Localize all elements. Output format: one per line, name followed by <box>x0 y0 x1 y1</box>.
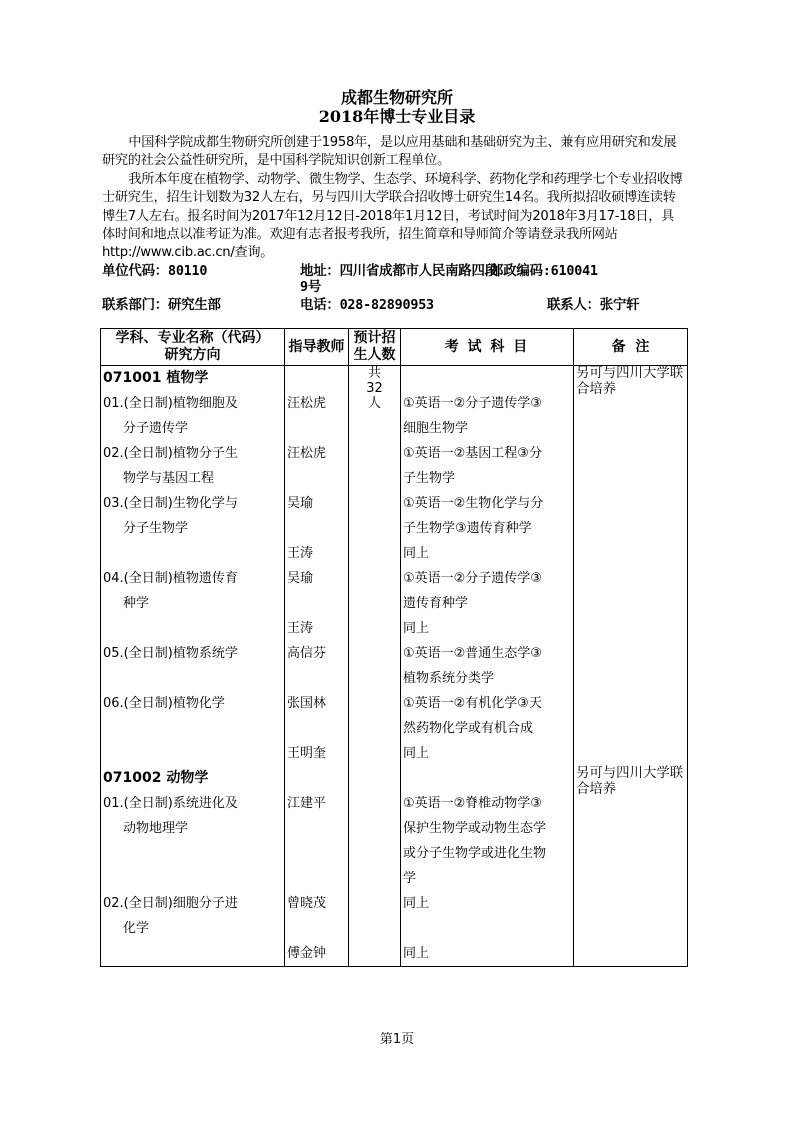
exam-subjects: 或分子生物学或进化生物 <box>403 846 547 861</box>
exam-subjects: 学 <box>403 871 417 886</box>
research-direction: 分子遗传学 <box>123 421 189 436</box>
major-block <box>101 366 688 767</box>
header-quota-line2: 生人数 <box>353 347 396 363</box>
exam-subjects <box>403 916 571 941</box>
intro-paragraph-2: 我所本年度在植物学、动物学、微生物学、生态学、环境科学、药物化学和药理学七个专业招收博士研究生，招生计划数为32人左右，另与四川大学联合招收博士研究生14名。我所拟招收硕博连读转博生7人左右。报名时间为2017年12月12日-2018年1月12日，考试时间为2018年3月17-18日，具体时间和地点以准考证为准。欢迎有志者报考我所，招生简章和导师简介等请登录我所网站http://www.cib.ac.cn/查询。 <box>102 171 683 261</box>
research-direction: 分子生物学 <box>123 521 189 536</box>
exam-subjects: 同上 <box>403 946 430 961</box>
exam-subjects: 然药物化学或有机合成 <box>403 721 534 736</box>
intro-paragraph-1: 中国科学院成都生物研究所创建于1958年，是以应用基础和基础研究为主、兼有应用研究和发展研究的社会公益性研究所，是中国科学院知识创新工程单位。 <box>102 135 677 169</box>
exam-subjects: 子生物学③遗传育种学 <box>403 521 532 536</box>
advisor-name: 曾晓茂 <box>287 896 327 911</box>
major-code-name: 071002 动物学 <box>103 770 209 786</box>
exam-cell <box>401 366 574 767</box>
institute-title: 成都生物研究所 <box>340 88 453 107</box>
header-advisor: 指导教师 <box>285 329 349 366</box>
exam-subjects: 子生物学 <box>403 471 456 486</box>
exam-subjects: 植物系统分类学 <box>403 671 495 686</box>
address-line-1: 地址：四川省成都市人民南路四段 <box>300 264 498 279</box>
exam-subjects: 同上 <box>403 546 430 561</box>
research-direction: 动物地理学 <box>123 821 189 836</box>
research-direction: 06.(全日制)植物化学 <box>103 696 225 711</box>
exam-subjects: 同上 <box>403 896 430 911</box>
advisor-name: 傅金钟 <box>287 946 327 961</box>
research-direction: 05.(全日制)植物系统学 <box>103 646 238 661</box>
remark-text: 另可与四川大学联合培养 <box>576 766 684 797</box>
spacer <box>287 766 346 791</box>
unit-code: 单位代码：80110 <box>102 264 208 279</box>
advisor-name: 张国林 <box>287 696 327 711</box>
address-line-2: 9号 <box>300 280 322 295</box>
advisor-name <box>287 716 346 741</box>
quota-line: 32 <box>366 381 383 396</box>
header-major-line1: 学科、专业名称（代码） <box>115 330 270 346</box>
exam-subjects: ①英语一②分子遗传学③ <box>403 396 542 411</box>
advisor-name: 王涛 <box>287 546 314 561</box>
header-exam: 考 试 科 目 <box>401 329 574 366</box>
quota-cell <box>349 766 401 967</box>
research-direction: 01.(全日制)系统进化及 <box>103 796 238 811</box>
spacer <box>287 366 346 391</box>
header-major-line2: 研究方向 <box>164 347 221 363</box>
quota-line: 人 <box>367 396 381 411</box>
advisor-cell <box>285 766 349 967</box>
research-direction: 02.(全日制)细胞分子进 <box>103 896 238 911</box>
advisor-name: 王涛 <box>287 621 314 636</box>
major-catalog-table <box>100 328 688 967</box>
exam-subjects: 遗传育种学 <box>403 596 469 611</box>
direction-cell <box>101 366 285 767</box>
exam-subjects: ①英语一②有机化学③天 <box>403 696 542 711</box>
advisor-name: 吴瑜 <box>287 496 314 511</box>
research-direction: 化学 <box>123 921 150 936</box>
header-major <box>101 329 285 366</box>
research-direction <box>103 941 282 966</box>
remark-text: 另可与四川大学联合培养 <box>576 366 684 397</box>
advisor-name <box>287 591 346 616</box>
page-number: 第1页 <box>379 1032 415 1047</box>
research-direction <box>103 616 282 641</box>
advisor-name <box>287 416 346 441</box>
quota-cell <box>349 366 401 767</box>
exam-subjects: 同上 <box>403 621 430 636</box>
advisor-name <box>287 816 346 841</box>
phone: 电话：028-82890953 <box>300 298 434 313</box>
research-direction <box>103 841 282 866</box>
table-header-row <box>101 329 688 366</box>
exam-subjects: ①英语一②分子遗传学③ <box>403 571 542 586</box>
quota-line: 共 <box>367 366 381 381</box>
research-direction <box>103 716 282 741</box>
remark-cell <box>574 366 688 767</box>
research-direction <box>103 541 282 566</box>
exam-subjects: ①英语一②普通生态学③ <box>403 646 542 661</box>
advisor-name <box>287 916 346 941</box>
advisor-name: 吴瑜 <box>287 571 314 586</box>
contact-department: 联系部门：研究生部 <box>102 298 221 313</box>
advisor-name: 汪松虎 <box>287 396 327 411</box>
research-direction: 物学与基因工程 <box>123 471 215 486</box>
advisor-name: 高信芬 <box>287 646 327 661</box>
research-direction: 03.(全日制)生物化学与 <box>103 496 238 511</box>
research-direction: 01.(全日制)植物细胞及 <box>103 396 238 411</box>
header-quota-line1: 预计招 <box>353 330 396 346</box>
exam-subjects: 同上 <box>403 746 430 761</box>
direction-cell <box>101 766 285 967</box>
advisor-name: 王明奎 <box>287 746 327 761</box>
research-direction <box>103 866 282 891</box>
intro-text <box>102 134 684 263</box>
major-block <box>101 766 688 967</box>
exam-subjects: ①英语一②基因工程③分 <box>403 446 542 461</box>
advisor-name: 江建平 <box>287 796 327 811</box>
exam-subjects: ①英语一②脊椎动物学③ <box>403 796 542 811</box>
advisor-name <box>287 666 346 691</box>
research-direction <box>103 666 282 691</box>
research-direction <box>103 741 282 766</box>
postcode: 邮政编码:610041 <box>490 264 598 279</box>
research-direction: 种学 <box>123 596 150 611</box>
advisor-name <box>287 866 346 891</box>
contact-person: 联系人：张宁轩 <box>547 298 640 313</box>
exam-subjects: 保护生物学或动物生态学 <box>403 821 547 836</box>
major-code-name: 071001 植物学 <box>103 370 209 386</box>
exam-subjects: ①英语一②生物化学与分 <box>403 496 544 511</box>
research-direction: 02.(全日制)植物分子生 <box>103 446 238 461</box>
research-direction: 04.(全日制)植物遗传育 <box>103 571 238 586</box>
exam-cell <box>401 766 574 967</box>
spacer <box>403 366 571 391</box>
advisor-name <box>287 516 346 541</box>
table-body <box>101 366 688 967</box>
advisor-cell <box>285 366 349 767</box>
header-quota <box>349 329 401 366</box>
spacer <box>403 766 571 791</box>
catalog-title: 2018年博士专业目录 <box>318 107 476 126</box>
exam-subjects: 细胞生物学 <box>403 421 469 436</box>
advisor-name <box>287 841 346 866</box>
remark-cell <box>574 766 688 967</box>
header-remark: 备 注 <box>574 329 688 366</box>
advisor-name <box>287 466 346 491</box>
advisor-name: 汪松虎 <box>287 446 327 461</box>
quota-value <box>351 366 398 411</box>
